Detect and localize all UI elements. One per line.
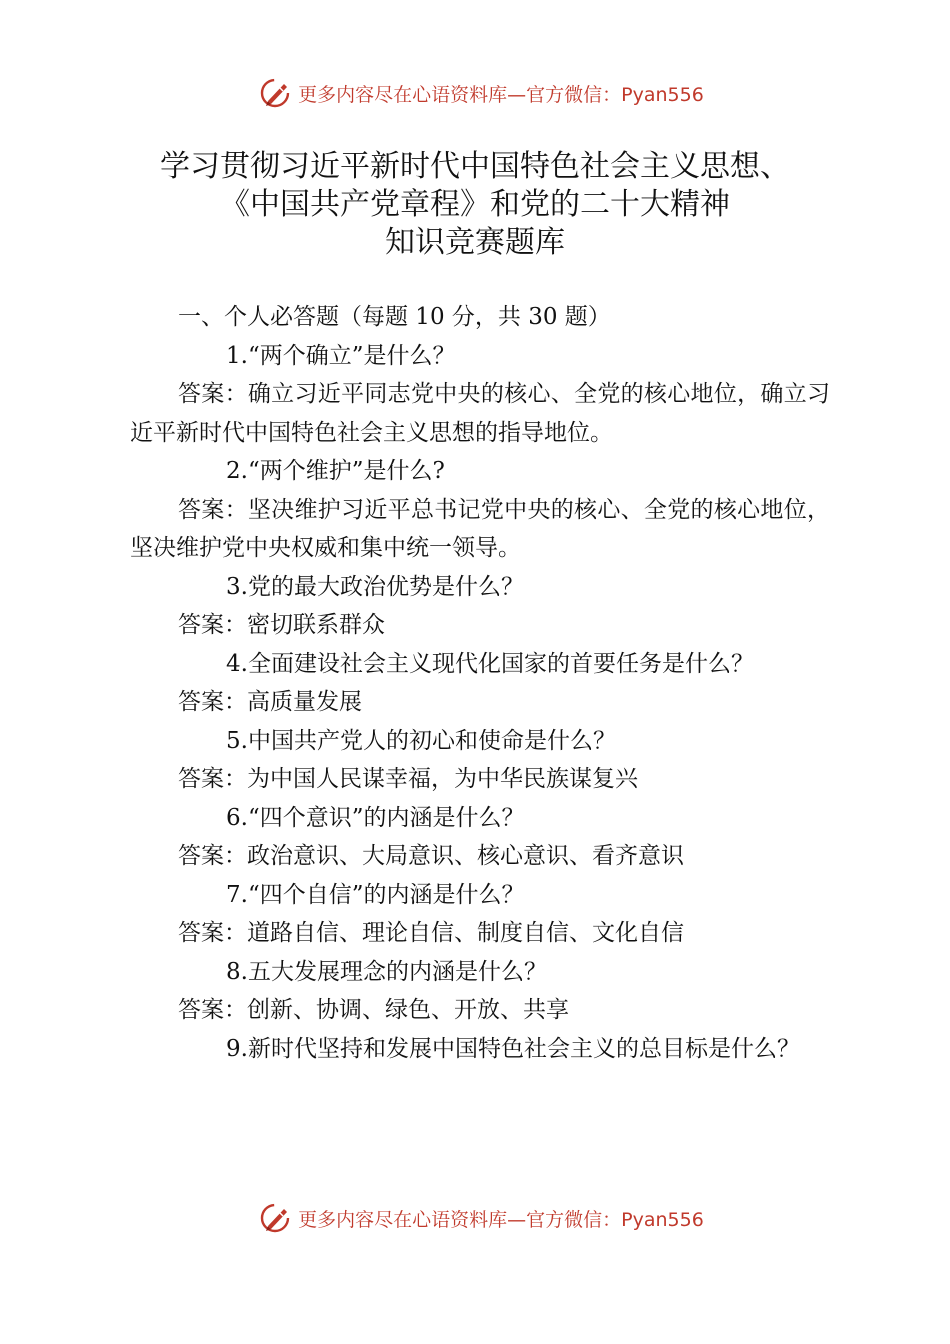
answer-6: 答案：政治意识、大局意识、核心意识、看齐意识: [178, 843, 684, 869]
header-banner: [0, 71, 950, 115]
answer-4: 答案：高质量发展: [178, 689, 362, 715]
question-text: 中国共产党人的初心和使命是什么？: [247, 727, 616, 754]
title-line-2: 《中国共产党章程》和党的二十大精神: [220, 187, 730, 222]
question-number: 3.: [226, 573, 248, 600]
question-number: 8.: [226, 958, 248, 985]
question-text: “四个意识”的内涵是什么？: [247, 804, 525, 831]
question-text: 五大发展理念的内涵是什么？: [247, 958, 547, 985]
title-line-1: 学习贯彻习近平新时代中国特色社会主义思想、: [160, 149, 790, 184]
question-6: [130, 799, 830, 838]
question-4: [130, 645, 830, 684]
question-1: [130, 337, 830, 376]
document-title: [0, 148, 950, 262]
answer-2: 答案：坚决维护习近平总书记党中央的核心、全党的核心地位，坚决维护党中央权威和集中统一领导。: [130, 496, 830, 561]
pen-logo-icon: [258, 1200, 294, 1236]
question-text: 新时代坚持和发展中国特色社会主义的总目标是什么？: [247, 1035, 800, 1062]
question-number: 1.: [226, 342, 248, 369]
question-number: 6.: [226, 804, 248, 831]
question-text: “两个确立”是什么？: [247, 342, 456, 369]
question-text: 党的最大政治优势是什么？: [247, 573, 524, 600]
question-text: “两个维护”是什么?: [247, 458, 445, 484]
footer-banner: [0, 1196, 950, 1240]
question-number: 5.: [226, 727, 248, 754]
pen-logo-icon: [258, 75, 294, 111]
answer-7: 答案：道路自信、理论自信、制度自信、文化自信: [178, 920, 684, 946]
question-text: 全面建设社会主义现代化国家的首要任务是什么？: [247, 650, 754, 677]
question-2: [130, 452, 830, 491]
question-9: [130, 1030, 830, 1069]
section-heading: 一、个人必答题（每题 10 分，共 30 题）: [178, 304, 611, 330]
question-7: [130, 876, 830, 915]
answer-1: 答案：确立习近平同志党中央的核心、全党的核心地位，确立习近平新时代中国特色社会主义思想的指导地位。: [130, 381, 830, 446]
question-number: 7.: [226, 881, 248, 908]
banner-text: 更多内容尽在心语资料库—官方微信：Pyan556: [298, 1208, 704, 1231]
answer-3: 答案：密切联系群众: [178, 612, 385, 638]
document-body: [130, 298, 830, 1068]
banner-text: 更多内容尽在心语资料库—官方微信：Pyan556: [298, 83, 704, 106]
title-line-3: 知识竞赛题库: [385, 225, 565, 260]
answer-5: 答案：为中国人民谋幸福，为中华民族谋复兴: [178, 766, 638, 792]
question-3: [130, 568, 830, 607]
question-5: [130, 722, 830, 761]
question-number: 2.: [226, 458, 248, 484]
question-text: “四个自信”的内涵是什么？: [247, 881, 525, 908]
question-number: 9.: [226, 1035, 248, 1062]
question-8: [130, 953, 830, 992]
answer-8: 答案：创新、协调、绿色、开放、共享: [178, 997, 569, 1023]
question-number: 4.: [226, 650, 248, 677]
